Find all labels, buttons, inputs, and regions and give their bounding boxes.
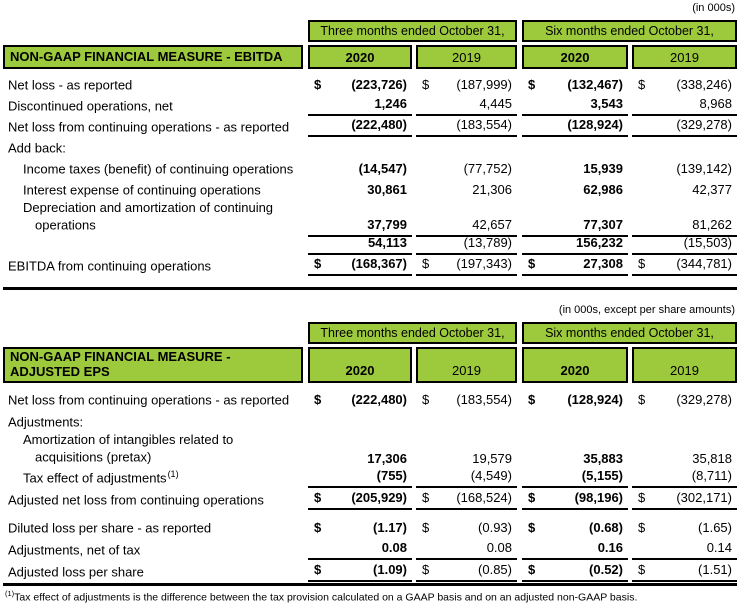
value: 54,113 <box>367 235 407 250</box>
row-label <box>3 181 303 200</box>
value: (14,547) <box>358 161 407 176</box>
value-cell <box>522 182 628 200</box>
table-row <box>3 538 737 560</box>
row-label <box>3 432 303 469</box>
table-row <box>3 560 737 582</box>
value-cell <box>308 117 412 137</box>
row-label <box>3 391 303 410</box>
value: (128,924) <box>567 392 623 407</box>
value-cell <box>416 77 517 95</box>
value-cell <box>308 392 412 410</box>
table-title <box>3 45 303 69</box>
value-cell <box>416 117 517 137</box>
currency-symbol: $ <box>638 490 646 505</box>
value: (1.65) <box>698 520 732 535</box>
row-label <box>3 139 303 158</box>
value-cell <box>632 468 737 488</box>
value-cell <box>632 540 737 560</box>
value-cell <box>416 217 517 237</box>
value: (329,278) <box>676 117 732 132</box>
table-body <box>3 388 737 582</box>
value: 37,799 <box>367 216 407 232</box>
value-cell <box>416 155 517 158</box>
currency-symbol: $ <box>422 256 430 271</box>
value-cell <box>632 155 737 158</box>
year-header-2019: 2019 <box>416 45 517 69</box>
value: (4,549) <box>470 468 512 483</box>
value-cell <box>308 161 412 179</box>
currency-symbol: $ <box>314 392 322 407</box>
row-label <box>3 563 303 582</box>
value-cell <box>308 256 412 276</box>
value: (77,752) <box>463 161 512 176</box>
unit-note: (in 000s) <box>692 2 735 14</box>
value-cell <box>416 182 517 200</box>
value: 81,262 <box>692 216 732 232</box>
section-gap <box>3 290 737 302</box>
value: 42,377 <box>692 182 732 197</box>
period-header-six-months: Six months ended October 31, <box>522 322 737 344</box>
year-header-2019: 2019 <box>632 347 737 383</box>
row-label <box>3 469 303 488</box>
value: (0.68) <box>589 520 623 535</box>
row-label-text: Depreciation and amortization of continuing operations <box>23 200 274 233</box>
row-label-text: Adjusted loss per share <box>8 564 144 579</box>
ebitda-table <box>3 2 737 290</box>
value-cell <box>522 520 628 538</box>
table-row <box>3 158 737 179</box>
value: 62,986 <box>583 182 623 197</box>
table-row <box>3 179 737 200</box>
table-row <box>3 388 737 410</box>
table-row <box>3 234 737 255</box>
row-label <box>3 519 303 538</box>
value-cell <box>522 540 628 560</box>
year-header-2020: 2020 <box>522 347 628 383</box>
value: (98,196) <box>574 490 623 505</box>
value-cell <box>416 235 517 255</box>
currency-symbol: $ <box>528 520 536 535</box>
value: (132,467) <box>567 77 623 92</box>
table-row <box>3 410 737 432</box>
year-header-2020: 2020 <box>308 347 412 383</box>
value: (755) <box>376 468 407 483</box>
table-row <box>3 255 737 276</box>
table-row <box>3 137 737 158</box>
value: (139,142) <box>676 161 732 176</box>
year-header-2020: 2020 <box>522 45 628 69</box>
value: (0.52) <box>589 562 623 577</box>
value: 17,306 <box>367 450 407 466</box>
row-label <box>3 160 303 179</box>
table-body <box>3 74 737 276</box>
value: (338,246) <box>676 77 732 92</box>
row-label <box>3 257 303 276</box>
row-label-text: Interest expense of continuing operations <box>23 182 261 197</box>
value-cell <box>522 562 628 582</box>
value-cell <box>416 468 517 488</box>
year-header-2019: 2019 <box>416 347 517 383</box>
currency-symbol: $ <box>528 490 536 505</box>
currency-symbol: $ <box>314 256 322 271</box>
value-cell <box>416 429 517 432</box>
value: (1.17) <box>373 520 407 535</box>
table-title-text: NON-GAAP FINANCIAL MEASURE - EBITDA <box>10 48 283 64</box>
row-label-text: Adjustments: <box>8 414 84 429</box>
value-cell <box>308 182 412 200</box>
value-cell <box>632 256 737 276</box>
value: 19,579 <box>472 450 512 466</box>
row-label <box>3 200 303 237</box>
value: 27,308 <box>583 256 623 271</box>
value-cell <box>416 520 517 538</box>
value: (183,554) <box>456 392 512 407</box>
row-label <box>3 541 303 560</box>
value: (222,480) <box>351 392 407 407</box>
table-row <box>3 466 737 488</box>
currency-symbol: $ <box>528 392 536 407</box>
value: (0.93) <box>478 520 512 535</box>
currency-symbol: $ <box>528 256 536 271</box>
period-header-three-months: Three months ended October 31, <box>308 20 517 42</box>
value: (197,343) <box>456 256 512 271</box>
value-cell <box>308 96 412 116</box>
row-label-text: Income taxes (benefit) of continuing operations <box>23 161 294 176</box>
currency-symbol: $ <box>528 77 536 92</box>
value-cell <box>632 392 737 410</box>
value-cell <box>308 235 412 255</box>
value: (344,781) <box>676 256 732 271</box>
footnote-text: Tax effect of adjustments is the difference between the tax provision calculated on a GAAP basis and on an adjusted non-GAAP basis. <box>14 591 638 604</box>
value: (8,711) <box>691 468 732 483</box>
value-cell <box>522 468 628 488</box>
value-cell <box>308 77 412 95</box>
value: (168,367) <box>351 256 407 271</box>
value-cell <box>632 117 737 137</box>
table-row <box>3 95 737 116</box>
currency-symbol: $ <box>638 77 646 92</box>
value: (1.51) <box>698 562 732 577</box>
value-cell <box>522 117 628 137</box>
footnote-ref: (1) <box>167 468 179 479</box>
period-header-row <box>3 20 737 42</box>
currency-symbol: $ <box>528 562 536 577</box>
value-cell <box>416 451 517 469</box>
value-cell <box>522 155 628 158</box>
value: 35,883 <box>583 450 623 466</box>
table-row <box>3 116 737 137</box>
value-cell <box>632 161 737 179</box>
currency-symbol: $ <box>422 562 430 577</box>
value: (183,554) <box>456 117 512 132</box>
currency-symbol: $ <box>638 520 646 535</box>
currency-symbol: $ <box>638 256 646 271</box>
value: 0.16 <box>597 540 623 555</box>
value-cell <box>632 490 737 510</box>
value: (128,924) <box>567 117 623 132</box>
row-label-text: Adjustments, net of tax <box>8 542 141 557</box>
row-label-text: Net loss from continuing operations - as reported <box>8 392 290 407</box>
period-header-row <box>3 322 737 344</box>
currency-symbol: $ <box>422 77 430 92</box>
row-label-text: EBITDA from continuing operations <box>8 258 212 273</box>
year-header-2019: 2019 <box>632 45 737 69</box>
value-cell <box>308 217 412 237</box>
value: 0.14 <box>706 540 732 555</box>
value: (223,726) <box>351 77 407 92</box>
value-cell <box>308 451 412 469</box>
row-label <box>3 413 303 432</box>
row-label-text: Tax effect of adjustments <box>23 470 167 485</box>
currency-symbol: $ <box>314 490 322 505</box>
row-label <box>3 491 303 510</box>
value: (329,278) <box>676 392 732 407</box>
value-cell <box>416 161 517 179</box>
value-cell <box>522 429 628 432</box>
currency-symbol: $ <box>638 392 646 407</box>
value: (168,524) <box>456 490 512 505</box>
value: 0.08 <box>381 540 407 555</box>
value-cell <box>416 490 517 510</box>
value-cell <box>632 451 737 469</box>
value-cell <box>308 540 412 560</box>
currency-symbol: $ <box>314 77 322 92</box>
value-cell <box>522 256 628 276</box>
table-row <box>3 200 737 234</box>
value: 3,543 <box>590 96 623 111</box>
currency-symbol: $ <box>638 562 646 577</box>
value: 8,968 <box>699 96 732 111</box>
value-cell <box>632 217 737 237</box>
value: 1,246 <box>374 96 407 111</box>
year-header-row <box>3 347 737 383</box>
value-cell <box>632 182 737 200</box>
row-label <box>3 76 303 95</box>
currency-symbol: $ <box>422 520 430 535</box>
row-label-text: Net loss from continuing operations - as reported <box>8 119 290 134</box>
value-cell <box>632 562 737 582</box>
value-cell <box>416 96 517 116</box>
value: 35,818 <box>692 450 732 466</box>
table-row <box>3 74 737 95</box>
value-cell <box>308 520 412 538</box>
value-cell <box>522 451 628 469</box>
period-header-six-months: Six months ended October 31, <box>522 20 737 42</box>
currency-symbol: $ <box>314 520 322 535</box>
footnote <box>3 586 737 604</box>
value: 42,657 <box>472 216 512 232</box>
footnote-marker: (1) <box>5 589 15 598</box>
unit-note: (in 000s, except per share amounts) <box>558 304 735 316</box>
row-label-text: Adjusted net loss from continuing operations <box>8 492 264 507</box>
table-title <box>3 347 303 383</box>
value-cell <box>632 520 737 538</box>
currency-symbol: $ <box>314 562 322 577</box>
value-cell <box>632 235 737 255</box>
value: 0.08 <box>486 540 512 555</box>
value: (5,155) <box>581 468 623 483</box>
value: 21,306 <box>472 182 512 197</box>
value-cell <box>632 96 737 116</box>
value-cell <box>308 562 412 582</box>
value-cell <box>416 540 517 560</box>
row-label <box>3 118 303 137</box>
value-cell <box>522 490 628 510</box>
value-cell <box>522 161 628 179</box>
value-cell <box>522 77 628 95</box>
value: 77,307 <box>583 216 623 232</box>
currency-symbol: $ <box>422 392 430 407</box>
value-cell <box>308 468 412 488</box>
row-label-text: Diluted loss per share - as reported <box>8 520 212 535</box>
value: (15,503) <box>683 235 732 250</box>
adjusted-eps-table <box>3 304 737 586</box>
value: 30,861 <box>367 182 407 197</box>
value: (222,480) <box>351 117 407 132</box>
value-cell <box>522 217 628 237</box>
table-row <box>3 432 737 466</box>
value-cell <box>632 429 737 432</box>
value: (1.09) <box>373 562 407 577</box>
value-cell <box>416 392 517 410</box>
table-row <box>3 488 737 510</box>
value-cell <box>632 77 737 95</box>
value-cell <box>308 155 412 158</box>
value: 15,939 <box>583 161 623 176</box>
currency-symbol: $ <box>422 490 430 505</box>
row-label <box>3 236 303 255</box>
value-cell <box>416 256 517 276</box>
value-cell <box>522 392 628 410</box>
value-cell <box>522 96 628 116</box>
year-header-row <box>3 45 737 69</box>
value: 4,445 <box>479 96 512 111</box>
table-title-text: NON-GAAP FINANCIAL MEASURE - ADJUSTED EPS <box>10 349 231 379</box>
period-header-three-months: Three months ended October 31, <box>308 322 517 344</box>
row-label-text: Add back: <box>8 140 66 155</box>
value: (302,171) <box>676 490 732 505</box>
table-row <box>3 516 737 538</box>
row-label-text: Discontinued operations, net <box>8 98 173 113</box>
value: 156,232 <box>576 235 623 250</box>
value-cell <box>522 235 628 255</box>
value-cell <box>308 429 412 432</box>
value: (0.85) <box>478 562 512 577</box>
value-cell <box>308 490 412 510</box>
value: (187,999) <box>456 77 512 92</box>
value: (205,929) <box>351 490 407 505</box>
row-label-text: Amortization of intangibles related to acquisitions (pretax) <box>23 432 234 465</box>
value-cell <box>416 562 517 582</box>
row-label <box>3 97 303 116</box>
row-label-text: Net loss - as reported <box>8 77 133 92</box>
year-header-2020: 2020 <box>308 45 412 69</box>
value: (13,789) <box>463 235 512 250</box>
